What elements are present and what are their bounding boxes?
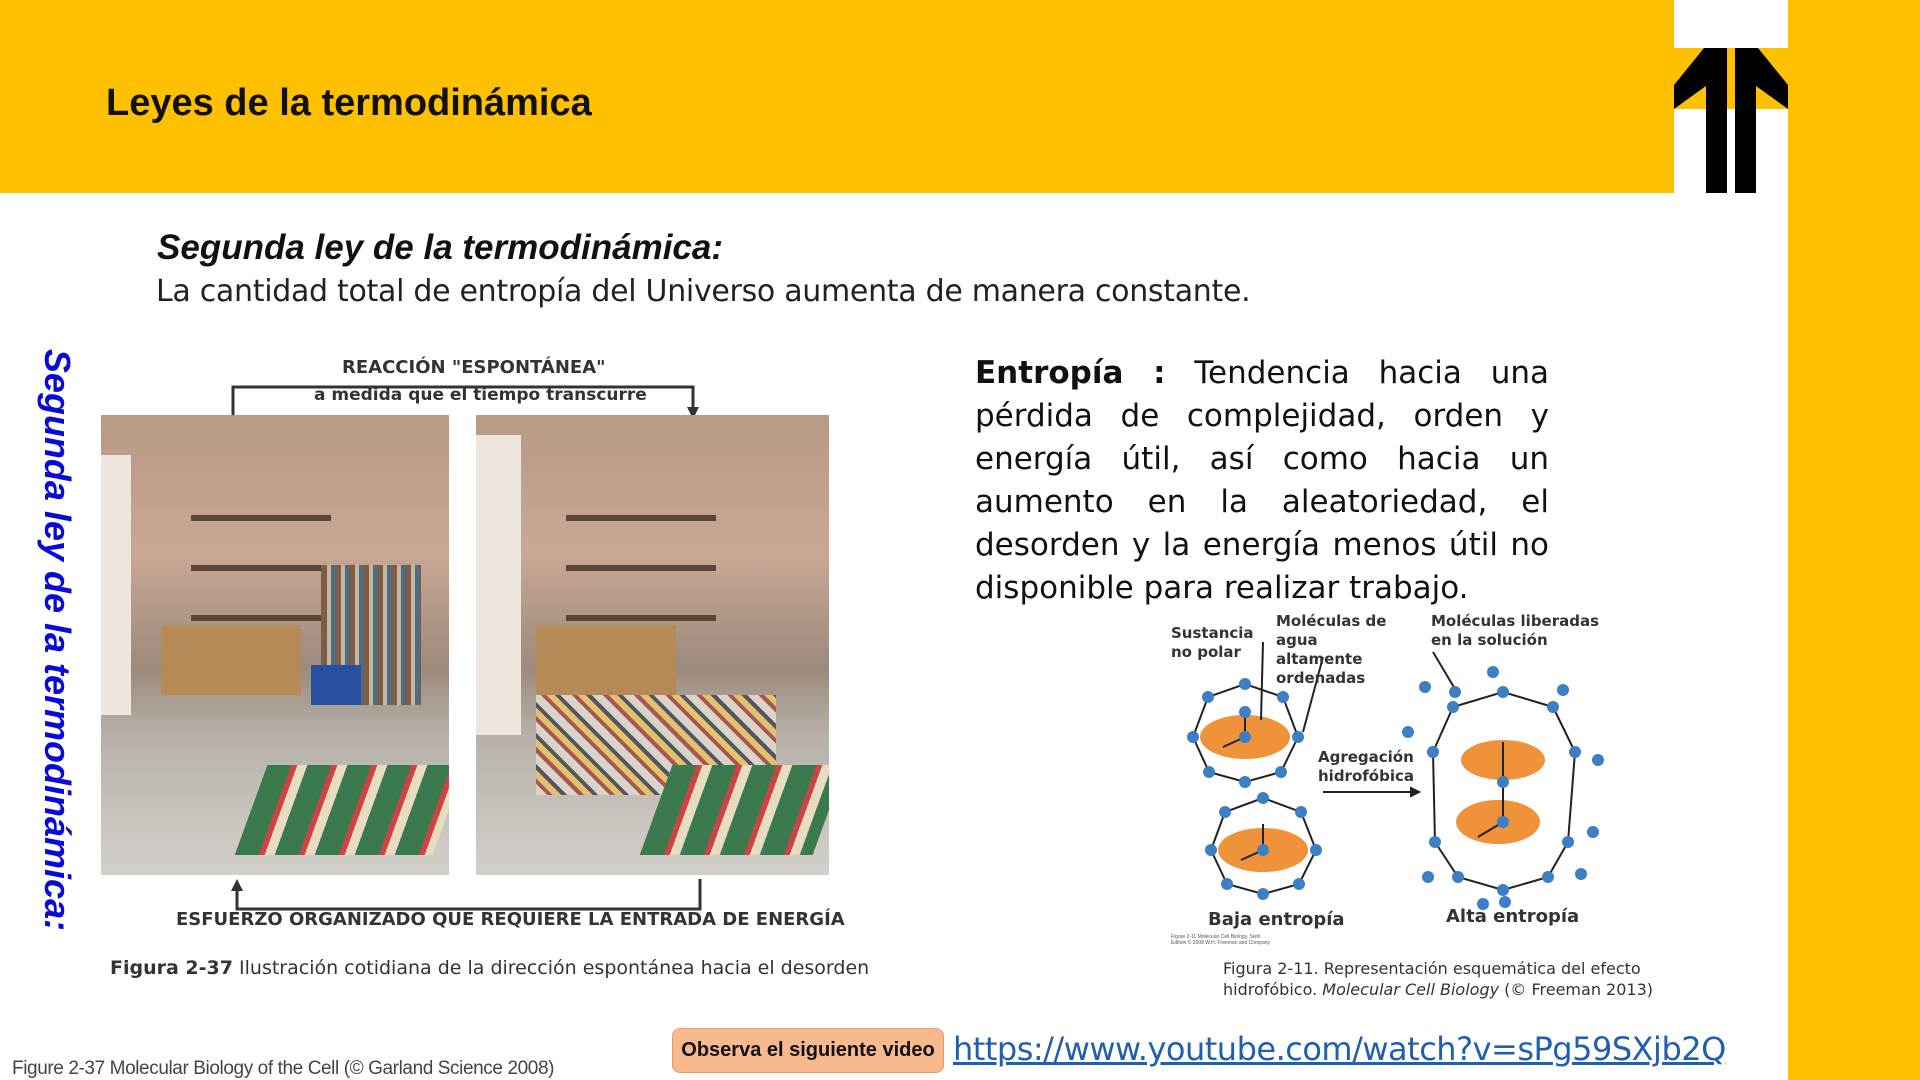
tidy-room-photo (101, 415, 449, 875)
figure2-caption (1223, 958, 1653, 1000)
figure-source: Figure 2-37 Molecular Biology of the Cell (© Garland Science 2008) (12, 1058, 555, 1079)
page-title: Leyes de la termodinámica (106, 82, 592, 124)
label-released-molecules: Moléculas liberadas en la solución (1431, 612, 1600, 649)
double-arrow-up-logo-icon (1674, 48, 1788, 193)
label-aggregation: Agregación hidrofóbica (1318, 748, 1414, 785)
figure1-caption (110, 957, 869, 979)
caption-line-2: hidrofóbico. Molecular Cell Biology (© Freeman 2013) (1223, 980, 1654, 999)
label-high-entropy: Alta entropía (1446, 906, 1580, 927)
room-disorder-figure (100, 349, 870, 989)
messy-room-photo (476, 415, 829, 875)
watch-video-button[interactable]: Observa el siguiente video (672, 1028, 944, 1073)
top-sublabel: a medida que el tiempo transcurre (314, 385, 647, 405)
bottom-label: ESFUERZO ORGANIZADO QUE REQUIERE LA ENTRADA DE ENERGÍA (176, 909, 845, 930)
hydrophobic-effect-figure (1163, 612, 1654, 1002)
definition-term: Entropía : (975, 355, 1166, 391)
caption-number: Figura 2-37 (110, 957, 233, 979)
label-nonpolar: Sustancia no polar (1171, 624, 1254, 661)
caption-text: Ilustración cotidiana de la dirección espontánea hacia el desorden (232, 957, 870, 979)
top-label: REACCIÓN "ESPONTÁNEA" (342, 357, 606, 378)
section-subtitle: Segunda ley de la termodinámica: (157, 228, 723, 267)
figure2-credit: Figure 2-11 Molecular Cell Biology, Sixth Edition © 2008 W.H. Freeman and Company (1171, 934, 1271, 946)
definition-text: Tendencia hacia una pérdida de complejidad, orden y energía útil, así como hacia un aumento en la aleatoriedad, el desorden y la energía menos útil no disponible para realizar trabajo. (975, 355, 1550, 606)
label-low-entropy: Baja entropía (1208, 909, 1345, 930)
entropy-definition (975, 352, 1549, 610)
right-accent-strip (1788, 0, 1920, 1080)
law-statement: La cantidad total de entropía del Universo aumenta de manera constante. (156, 274, 1251, 309)
label-ordered-water: Moléculas de agua altamente ordenadas (1276, 612, 1387, 687)
caption-line-1: Figura 2-11. Representación esquemática del efecto (1223, 959, 1641, 978)
vertical-section-label: Segunda ley de la termodinámica: (37, 348, 78, 932)
video-link[interactable]: https://www.youtube.com/watch?v=sPg59SXjb2Q (953, 1030, 1726, 1068)
